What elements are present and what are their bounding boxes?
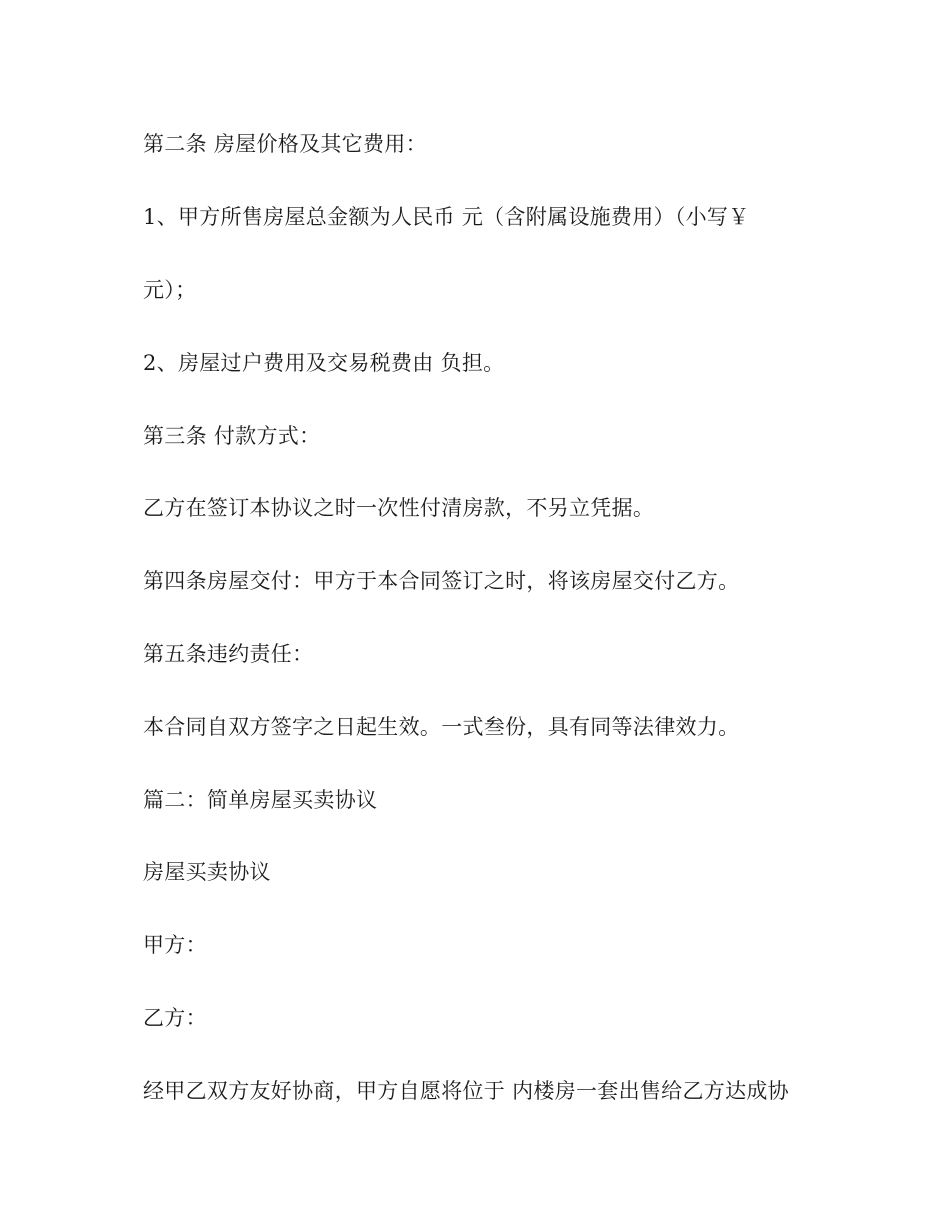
effectiveness-clause: 本合同自双方签字之日起生效。一式叁份，具有同等法律效力。 [143, 715, 740, 739]
article-5-heading: 第五条违约责任： [143, 642, 314, 666]
party-b-label: 乙方： [143, 1006, 207, 1030]
agreement-title: 房屋买卖协议 [143, 860, 271, 884]
section-2-title: 篇二：简单房屋买卖协议 [143, 788, 378, 812]
article-4-delivery: 第四条房屋交付：甲方于本合同签订之时，将该房屋交付乙方。 [143, 569, 740, 593]
agreement-intro: 经甲乙双方友好协商，甲方自愿将位于 内楼房一套出售给乙方达成协 [143, 1079, 789, 1103]
party-a-label: 甲方： [143, 933, 207, 957]
payment-clause: 乙方在签订本协议之时一次性付清房款，不另立凭据。 [143, 496, 655, 520]
article-2-heading: 第二条 房屋价格及其它费用： [143, 132, 427, 156]
price-clause-line-2: 元）； [143, 278, 197, 302]
fee-clause: 2、房屋过户费用及交易税费由 负担。 [143, 351, 505, 375]
price-clause-line-1: 1、甲方所售房屋总金额为人民币 元（含附属设施费用）（小写￥ [143, 205, 750, 229]
article-3-heading: 第三条 付款方式： [143, 424, 321, 448]
